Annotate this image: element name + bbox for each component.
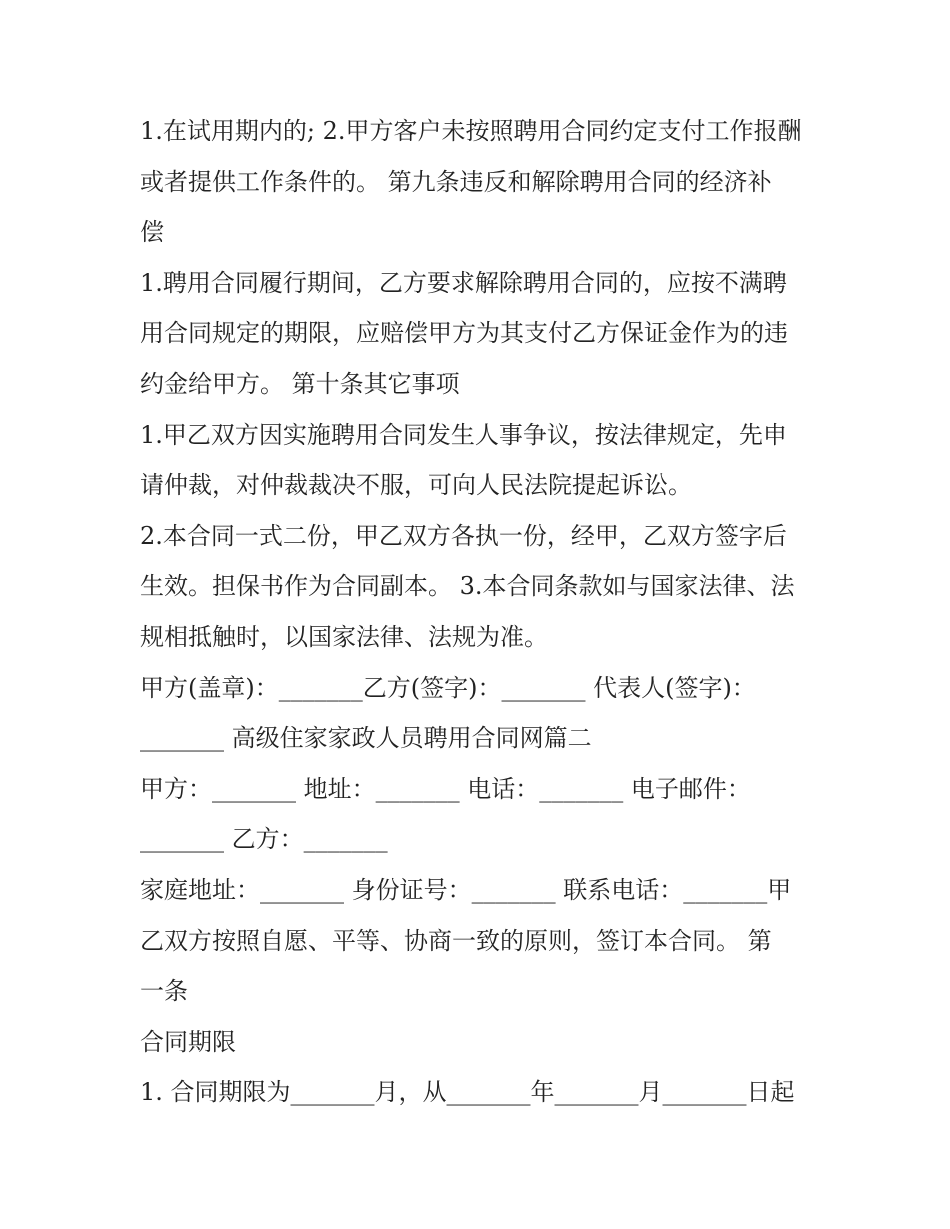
text-line-7: 1.甲乙双方因实施聘用合同发生人事争议，按法律规定，先申: [140, 420, 787, 449]
text-line-9: 2.本合同一式二份，甲乙双方各执一份，经甲，乙双方签字后: [140, 521, 787, 550]
document-body: [140, 106, 820, 1118]
signature-line-1: 甲方(盖章)：_______乙方(签字)：_______ 代表人(签字)：: [140, 673, 756, 702]
party-b-line: _______ 乙方：_______: [140, 825, 388, 854]
text-line-11: 规相抵触时，以国家法律、法规为准。: [140, 622, 548, 651]
section-title-line: _______ 高级住家家政人员聘用合同网篇二: [140, 724, 592, 753]
text-line-2: 或者提供工作条件的。 第九条违反和解除聘用合同的经济补: [140, 167, 772, 196]
contract-term-heading: 合同期限: [140, 1027, 236, 1056]
text-line-4: 1.聘用合同履行期间，乙方要求解除聘用合同的，应按不满聘: [140, 268, 787, 297]
party-a-info-line: 甲方：_______ 地址：_______ 电话：_______ 电子邮件：: [140, 774, 751, 803]
contract-term-line: 1. 合同期限为_______月，从_______年_______月_______日起: [140, 1078, 795, 1107]
text-line-5: 用合同规定的期限，应赔偿甲方为其支付乙方保证金作为的违: [140, 319, 788, 348]
text-line-6: 约金给甲方。 第十条其它事项: [140, 369, 460, 398]
text-line-1: 1.在试用期内的; 2.甲方客户未按照聘用合同约定支付工作报酬: [140, 117, 802, 145]
text-line-3: 偿: [140, 218, 164, 247]
text-line-8: 请仲裁，对仲裁裁决不服，可向人民法院提起诉讼。: [140, 471, 692, 500]
text-line-17: 乙双方按照自愿、平等、协商一致的原则，签订本合同。 第: [140, 926, 772, 955]
text-line-10: 生效。担保书作为合同副本。 3.本合同条款如与国家法律、法: [140, 572, 795, 601]
party-b-info-line: 家庭地址：_______ 身份证号：_______ 联系电话：_______甲: [140, 875, 792, 904]
text-line-18: 一条: [140, 977, 188, 1006]
